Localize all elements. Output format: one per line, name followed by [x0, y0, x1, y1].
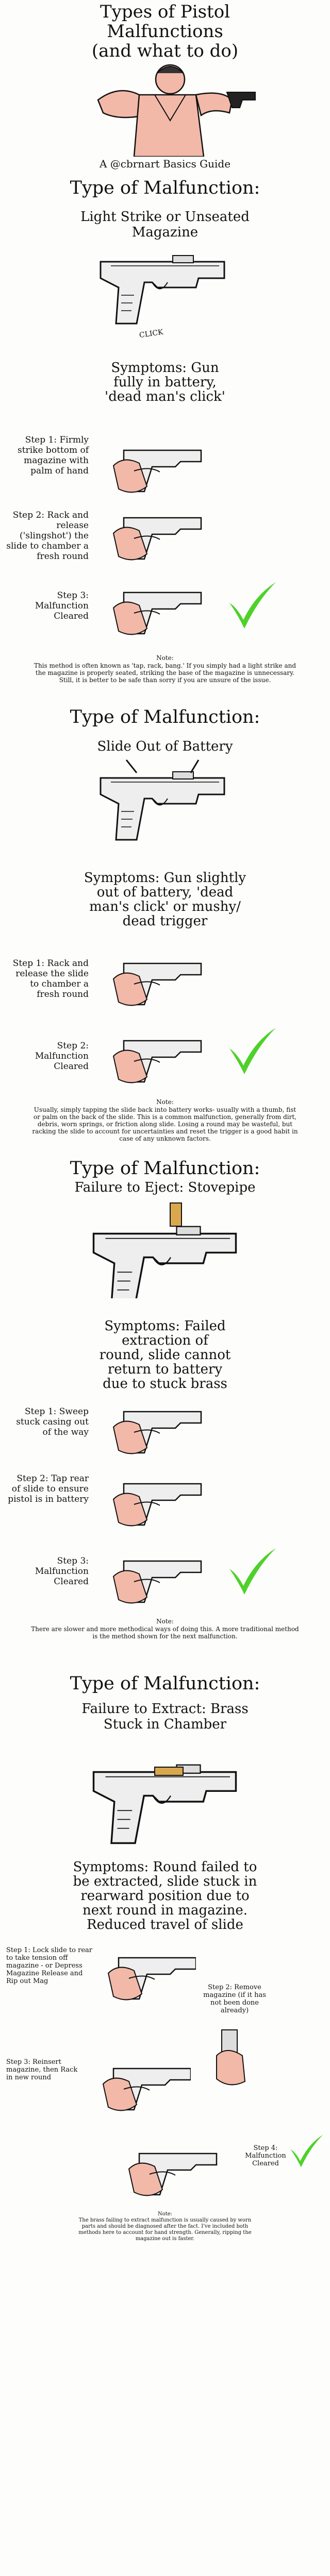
stovepipe-pistol-illustration [77, 1200, 248, 1298]
cleared-pistol-illustration [103, 1025, 206, 1087]
section-2-step-2: Step 2: Malfunction Cleared [35, 1041, 89, 1072]
section-2-step-1: Step 1: Rack and release the slide to chamber a fresh round [12, 958, 89, 999]
section-3-step-3: Step 3: Malfunction Cleared [35, 1556, 89, 1587]
section-4-note-label: Note: [157, 2211, 173, 2217]
section-4-step-4: Step 4: Malfunction Cleared [245, 2144, 286, 2167]
section-3-step-2: Step 2: Tap rear of slide to ensure pistol is in battery [8, 1473, 89, 1504]
section-4-step-1: Step 1: Lock slide to rear to take tension off magazine - or Depress Magazine Release and Rip out Mag [6, 1946, 93, 1985]
section-2-heading: Type of Malfunction: [70, 707, 260, 727]
section-1-step-2: Step 2: Rack and release ('slingshot') the slide to chamber a fresh round [6, 510, 89, 562]
rack-slide-illustration [103, 948, 206, 1015]
section-4-step-3: Step 3: Reinsert magazine, then Rack in new round [6, 2058, 78, 2081]
section-1-name: Light Strike or Unseated Magazine [80, 209, 250, 240]
rack-slide-illustration [103, 502, 206, 564]
section-2-symptoms: Symptoms: Gun slightly out of battery, 'dead man's click' or mushy/ dead trigger [84, 870, 246, 929]
check-icon [227, 580, 278, 631]
click-sound-effect: CLICK [139, 328, 164, 340]
check-icon [227, 1025, 278, 1077]
section-3-name: Failure to Eject: Stovepipe [74, 1180, 256, 1195]
cleared-pistol-illustration [103, 577, 206, 639]
strike-magazine-illustration [103, 435, 206, 497]
section-3-note-label: Note: [156, 1618, 174, 1625]
section-4-name: Failure to Extract: Brass Stuck in Chamber [81, 1701, 249, 1732]
guide-credit: A @cbrnart Basics Guide [99, 158, 231, 170]
section-3-symptoms: Symptoms: Failed extraction of round, slide cannot return to battery due to stuck brass [99, 1318, 231, 1392]
page-title: Types of Pistol Malfunctions (and what to do) [91, 2, 239, 61]
pistol-out-of-battery-illustration [95, 757, 229, 845]
reinsert-magazine-illustration [93, 2053, 191, 2120]
cleared-pistol-illustration [119, 2138, 222, 2200]
section-4-symptoms: Symptoms: Round failed to be extracted, slide stuck in rearward position due to next round in magazine. Reduced travel of slide [73, 1859, 257, 1933]
section-2-note-label: Note: [156, 1098, 174, 1106]
section-1-symptoms: Symptoms: Gun fully in battery, 'dead man's click' [105, 360, 225, 404]
section-1-heading: Type of Malfunction: [70, 178, 260, 198]
section-3-step-1: Step 1: Sweep stuck casing out of the way [16, 1406, 89, 1437]
check-icon [289, 2133, 325, 2169]
cleared-pistol-illustration [103, 1546, 206, 1607]
tap-slide-illustration [103, 1468, 206, 1530]
section-1-step-1: Step 1: Firmly strike bottom of magazine with palm of hand [18, 435, 89, 476]
section-1-step-3: Step 3: Malfunction Cleared [35, 590, 89, 621]
section-3-heading: Type of Malfunction: [70, 1158, 260, 1179]
section-4-step-2: Step 2: Remove magazine (if it has not been done already) [203, 1984, 266, 2014]
section-4-heading: Type of Malfunction: [70, 1673, 260, 1694]
stuck-brass-pistol-illustration [77, 1741, 248, 1844]
check-icon [227, 1546, 278, 1597]
section-1-note: This method is often known as 'tap, rack, bang.' If you simply had a light strike and the magazine is properly seated, striking the base of the magazine is unnecessary. Still, it is better to be safe than sorry if you are unsure of the issue. [34, 662, 296, 684]
shrugging-man-illustration [77, 64, 263, 157]
section-3-note: There are slower and more methodical ways of doing this. A more traditional method is the method shown for the next malfunction. [31, 1625, 299, 1640]
section-2-note: Usually, simply tapping the slide back into battery works- usually with a thumb, fist or palm on the back of the slide. This is a common malfunction, generally from dirt, debris, worn springs, or friction along slide. Losing a round may be wasteful, but racking the slide to account for uncertainties and reset the trigger is a good habit in case of any unknown factors. [32, 1106, 298, 1142]
section-2-name: Slide Out of Battery [97, 739, 233, 754]
remove-magazine-illustration [201, 2025, 263, 2092]
pistol-illustration [95, 246, 229, 329]
sweep-casing-illustration [103, 1396, 206, 1458]
lock-slide-illustration [98, 1942, 196, 2009]
section-1-note-label: Note: [156, 654, 174, 662]
section-4-note: The brass failing to extract malfunction is usually caused by worn parts and should be diagnosed after the fact. I've included both methods here to account for hand strength. Generally, ripping the magazine out is faster. [78, 2217, 252, 2242]
